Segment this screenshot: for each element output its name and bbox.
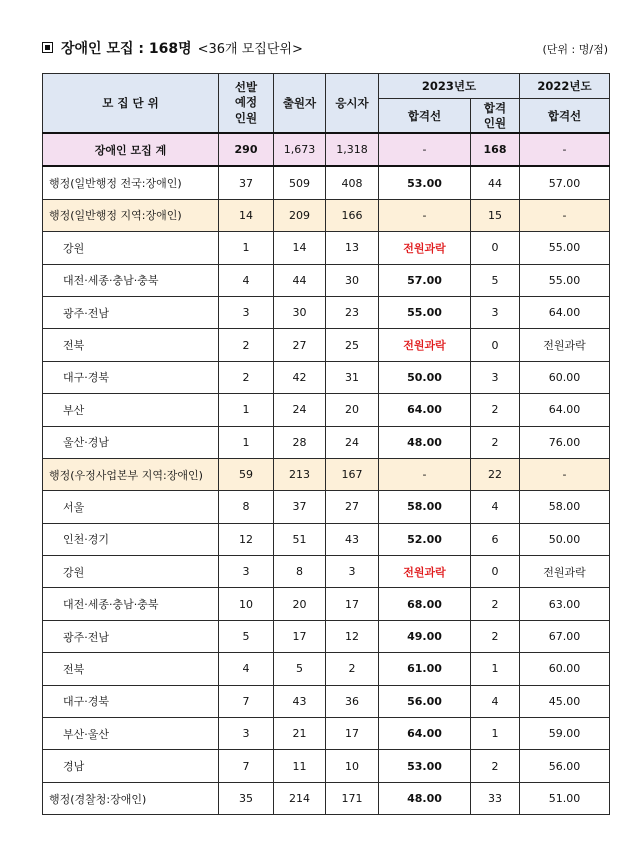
table-row: [43, 491, 610, 523]
header-year-2022: 2022년도: [520, 74, 610, 99]
header-applicants: 출원자: [274, 74, 326, 134]
passers-2023-cell: 2: [471, 620, 520, 652]
table-row: [43, 264, 610, 296]
cutoff-2022-cell: 55.00: [520, 232, 610, 264]
examinees-cell: 23: [326, 296, 379, 328]
applicants-cell: 20: [274, 588, 326, 620]
table-row: [43, 750, 610, 782]
cutoff-2022-cell: 63.00: [520, 588, 610, 620]
applicants-cell: 24: [274, 394, 326, 426]
applicants-cell: 42: [274, 361, 326, 393]
header-cutoff-2022: 합격선: [520, 99, 610, 134]
examinees-cell: 2: [326, 653, 379, 685]
cutoff-2022-cell: 76.00: [520, 426, 610, 458]
passers-2023-cell: 0: [471, 556, 520, 588]
table-row: [43, 329, 610, 361]
planned-cell: 290: [219, 133, 274, 166]
examinees-cell: 3: [326, 556, 379, 588]
cutoff-2023-cell: 56.00: [379, 685, 471, 717]
table-row: [43, 718, 610, 750]
applicants-cell: 14: [274, 232, 326, 264]
cutoff-2023-cell: 53.00: [379, 166, 471, 199]
header-planned: 선발 예정 인원: [219, 74, 274, 134]
applicants-cell: 1,673: [274, 133, 326, 166]
planned-cell: 3: [219, 718, 274, 750]
unit-name-cell: 강원: [43, 556, 219, 588]
passers-2023-cell: 2: [471, 750, 520, 782]
table-row: [43, 133, 610, 166]
cutoff-2022-cell: 50.00: [520, 523, 610, 555]
page-title: [42, 38, 303, 58]
table-row: [43, 556, 610, 588]
unit-name-cell: 행정(우정사업본부 지역:장애인): [43, 458, 219, 490]
planned-cell: 7: [219, 685, 274, 717]
examinees-cell: 171: [326, 782, 379, 814]
passers-2023-cell: 1: [471, 718, 520, 750]
planned-cell: 4: [219, 264, 274, 296]
cutoff-2023-cell: 64.00: [379, 718, 471, 750]
unit-name-cell: 전북: [43, 329, 219, 361]
unit-name-cell: 행정(일반행정 지역:장애인): [43, 199, 219, 231]
planned-cell: 3: [219, 296, 274, 328]
passers-2023-cell: 5: [471, 264, 520, 296]
title-sub: <36개 모집단위>: [197, 42, 303, 57]
passers-2023-cell: 4: [471, 491, 520, 523]
cutoff-2022-cell: 67.00: [520, 620, 610, 652]
header-cutoff-2023: 합격선: [379, 99, 471, 134]
cutoff-2023-cell: -: [379, 199, 471, 231]
cutoff-2023-cell: 48.00: [379, 782, 471, 814]
cutoff-2023-cell: 50.00: [379, 361, 471, 393]
table-row: [43, 232, 610, 264]
cutoff-2023-cell: 61.00: [379, 653, 471, 685]
unit-name-cell: 부산: [43, 394, 219, 426]
planned-cell: 59: [219, 458, 274, 490]
examinees-cell: 13: [326, 232, 379, 264]
cutoff-2022-cell: -: [520, 458, 610, 490]
examinees-cell: 17: [326, 588, 379, 620]
header-unit-name: 모 집 단 위: [43, 74, 219, 134]
planned-cell: 8: [219, 491, 274, 523]
cutoff-2022-cell: 전원과락: [520, 329, 610, 361]
planned-cell: 35: [219, 782, 274, 814]
applicants-cell: 509: [274, 166, 326, 199]
title-main: 장애인 모집 : 168명: [61, 41, 192, 57]
table-row: [43, 361, 610, 393]
cutoff-2023-cell: 64.00: [379, 394, 471, 426]
unit-name-cell: 대구·경북: [43, 685, 219, 717]
examinees-cell: 166: [326, 199, 379, 231]
unit-name-cell: 장애인 모집 계: [43, 133, 219, 166]
applicants-cell: 214: [274, 782, 326, 814]
cutoff-2023-cell: 전원과락: [379, 232, 471, 264]
table-row: [43, 588, 610, 620]
unit-name-cell: 강원: [43, 232, 219, 264]
unit-name-cell: 대전·세종·충남·충북: [43, 588, 219, 620]
cutoff-2022-cell: 57.00: [520, 166, 610, 199]
applicants-cell: 213: [274, 458, 326, 490]
applicants-cell: 44: [274, 264, 326, 296]
planned-cell: 2: [219, 361, 274, 393]
passers-2023-cell: 2: [471, 394, 520, 426]
passers-2023-cell: 3: [471, 296, 520, 328]
cutoff-2022-cell: 56.00: [520, 750, 610, 782]
passers-2023-cell: 168: [471, 133, 520, 166]
table-row: [43, 523, 610, 555]
applicants-cell: 51: [274, 523, 326, 555]
cutoff-2022-cell: 64.00: [520, 394, 610, 426]
examinees-cell: 27: [326, 491, 379, 523]
examinees-cell: 1,318: [326, 133, 379, 166]
examinees-cell: 167: [326, 458, 379, 490]
passers-2023-cell: 1: [471, 653, 520, 685]
unit-name-cell: 인천·경기: [43, 523, 219, 555]
passers-2023-cell: 2: [471, 588, 520, 620]
planned-cell: 37: [219, 166, 274, 199]
cutoff-2023-cell: 49.00: [379, 620, 471, 652]
passers-2023-cell: 0: [471, 329, 520, 361]
unit-name-cell: 광주·전남: [43, 296, 219, 328]
table-row: [43, 426, 610, 458]
examinees-cell: 20: [326, 394, 379, 426]
cutoff-2023-cell: 전원과락: [379, 329, 471, 361]
unit-name-cell: 서울: [43, 491, 219, 523]
examinees-cell: 25: [326, 329, 379, 361]
planned-cell: 4: [219, 653, 274, 685]
cutoff-2023-cell: 58.00: [379, 491, 471, 523]
examinees-cell: 30: [326, 264, 379, 296]
applicants-cell: 209: [274, 199, 326, 231]
title-row: [42, 38, 608, 60]
examinees-cell: 10: [326, 750, 379, 782]
unit-name-cell: 전북: [43, 653, 219, 685]
applicants-cell: 21: [274, 718, 326, 750]
square-bullet-icon: [42, 42, 53, 53]
planned-cell: 3: [219, 556, 274, 588]
unit-name-cell: 광주·전남: [43, 620, 219, 652]
cutoff-2022-cell: 59.00: [520, 718, 610, 750]
cutoff-2022-cell: 60.00: [520, 653, 610, 685]
planned-cell: 1: [219, 394, 274, 426]
planned-cell: 10: [219, 588, 274, 620]
cutoff-2023-cell: 48.00: [379, 426, 471, 458]
passers-2023-cell: 0: [471, 232, 520, 264]
planned-cell: 1: [219, 232, 274, 264]
cutoff-2023-cell: -: [379, 133, 471, 166]
table-row: [43, 296, 610, 328]
cutoff-2023-cell: 55.00: [379, 296, 471, 328]
table-row: [43, 199, 610, 231]
unit-label: (단위 : 명/점): [542, 43, 608, 56]
cutoff-2022-cell: 55.00: [520, 264, 610, 296]
cutoff-2023-cell: -: [379, 458, 471, 490]
table-body: [43, 133, 610, 815]
applicants-cell: 27: [274, 329, 326, 361]
unit-name-cell: 대전·세종·충남·충북: [43, 264, 219, 296]
cutoff-2022-cell: 전원과락: [520, 556, 610, 588]
planned-cell: 12: [219, 523, 274, 555]
cutoff-2022-cell: -: [520, 199, 610, 231]
cutoff-2023-cell: 전원과락: [379, 556, 471, 588]
passers-2023-cell: 2: [471, 426, 520, 458]
passers-2023-cell: 33: [471, 782, 520, 814]
cutoff-2022-cell: 58.00: [520, 491, 610, 523]
cutoff-2023-cell: 53.00: [379, 750, 471, 782]
cutoff-2023-cell: 57.00: [379, 264, 471, 296]
examinees-cell: 36: [326, 685, 379, 717]
table-row: [43, 653, 610, 685]
passers-2023-cell: 44: [471, 166, 520, 199]
header-passers-2023: 합격 인원: [471, 99, 520, 134]
cutoff-2022-cell: 51.00: [520, 782, 610, 814]
unit-name-cell: 행정(일반행정 전국:장애인): [43, 166, 219, 199]
cutoff-2022-cell: 64.00: [520, 296, 610, 328]
examinees-cell: 17: [326, 718, 379, 750]
unit-name-cell: 부산·울산: [43, 718, 219, 750]
table-row: [43, 782, 610, 814]
applicants-cell: 37: [274, 491, 326, 523]
planned-cell: 7: [219, 750, 274, 782]
examinees-cell: 24: [326, 426, 379, 458]
unit-name-cell: 대구·경북: [43, 361, 219, 393]
examinees-cell: 408: [326, 166, 379, 199]
applicants-cell: 43: [274, 685, 326, 717]
table-row: [43, 394, 610, 426]
applicants-cell: 11: [274, 750, 326, 782]
planned-cell: 14: [219, 199, 274, 231]
examinees-cell: 31: [326, 361, 379, 393]
examinees-cell: 43: [326, 523, 379, 555]
cutoff-2022-cell: -: [520, 133, 610, 166]
planned-cell: 1: [219, 426, 274, 458]
passers-2023-cell: 4: [471, 685, 520, 717]
cutoff-2022-cell: 45.00: [520, 685, 610, 717]
header-examinees: 응시자: [326, 74, 379, 134]
cutoff-2023-cell: 52.00: [379, 523, 471, 555]
applicants-cell: 28: [274, 426, 326, 458]
passers-2023-cell: 6: [471, 523, 520, 555]
cutoff-2022-cell: 60.00: [520, 361, 610, 393]
table-row: [43, 685, 610, 717]
passers-2023-cell: 3: [471, 361, 520, 393]
unit-name-cell: 경남: [43, 750, 219, 782]
applicants-cell: 30: [274, 296, 326, 328]
header-year-2023: 2023년도: [379, 74, 520, 99]
table-row: [43, 166, 610, 199]
passers-2023-cell: 22: [471, 458, 520, 490]
passers-2023-cell: 15: [471, 199, 520, 231]
table-row: [43, 458, 610, 490]
planned-cell: 5: [219, 620, 274, 652]
cutoff-2023-cell: 68.00: [379, 588, 471, 620]
unit-name-cell: 행정(경찰청:장애인): [43, 782, 219, 814]
applicants-cell: 8: [274, 556, 326, 588]
examinees-cell: 12: [326, 620, 379, 652]
planned-cell: 2: [219, 329, 274, 361]
unit-name-cell: 울산·경남: [43, 426, 219, 458]
table-row: [43, 620, 610, 652]
applicants-cell: 5: [274, 653, 326, 685]
applicants-cell: 17: [274, 620, 326, 652]
recruitment-table: [42, 73, 610, 815]
